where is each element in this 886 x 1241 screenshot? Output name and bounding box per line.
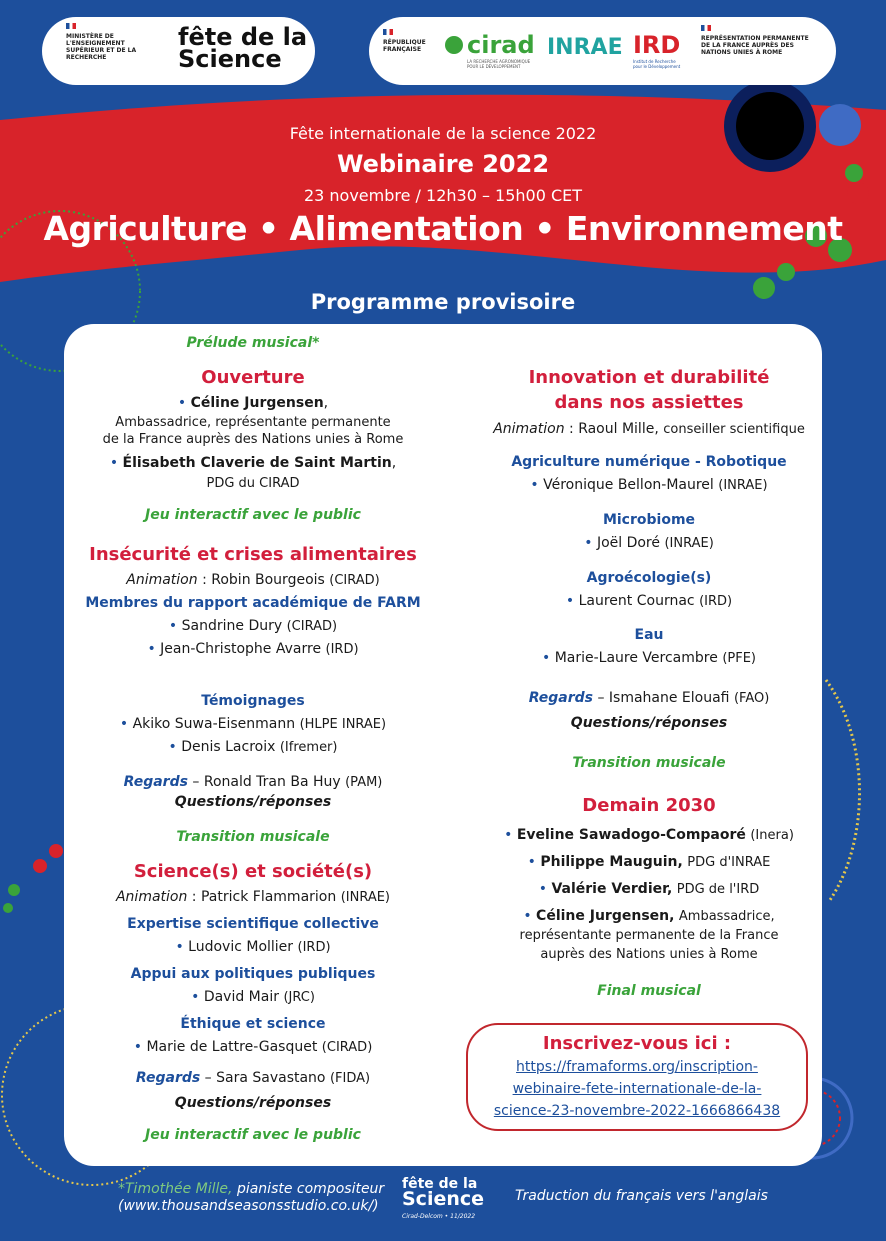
speaker-line: • Valérie Verdier, PDG de l'IRD <box>538 881 760 897</box>
speaker-role: de la France auprès des Nations unies à Rome <box>102 432 404 447</box>
animation-line: Animation : Robin Bourgeois (CIRAD) <box>126 572 380 588</box>
flag-icon <box>66 23 76 29</box>
animation-line: Animation : Patrick Flammarion (INRAE) <box>115 889 391 905</box>
prelude-label: Prélude musical* <box>186 335 320 351</box>
subsection-title: Témoignages <box>201 693 305 709</box>
interactive-game-label: Jeu interactif avec le public <box>145 507 361 523</box>
speaker-line: • Élisabeth Claverie de Saint Martin, <box>109 455 397 471</box>
speaker-line: • Joël Doré (INRAE) <box>584 535 714 551</box>
ird-logo: IRD Institut de Recherche pour le Développement <box>633 31 681 69</box>
registration-link[interactable]: https://framaforms.org/inscription- webinaire-fete-internationale-de-la- science-23-novembre-2022-1666866438 <box>493 1059 781 1119</box>
speaker-role: auprès des Nations unies à Rome <box>540 947 758 962</box>
regards-line: Regards – Sara Savastano (FIDA) <box>135 1070 371 1086</box>
speaker-role: Ambassadrice, représentante permanente <box>115 415 391 430</box>
subsection-title: Expertise scientifique collective <box>127 916 379 932</box>
registration-title: Inscrivez-vous ici : <box>542 1033 732 1054</box>
final-music-label: Final musical <box>597 983 701 999</box>
theme-title: Agriculture • Alimentation • Environnement <box>43 209 843 248</box>
flag-icon <box>383 29 393 35</box>
subsection-title: Agriculture numérique - Robotique <box>511 454 787 470</box>
event-name: Fête internationale de la science 2022 <box>289 124 597 143</box>
section-innovation-title-2: dans nos assiettes <box>554 392 744 413</box>
speaker-line: • Laurent Cournac (IRD) <box>565 593 733 609</box>
regards-line: Regards – Ronald Tran Ba Huy (PAM) <box>123 774 383 790</box>
fete-science-logo: fête de la Science <box>178 23 308 73</box>
inrae-logo: INRAE <box>547 35 623 60</box>
speaker-line: • Céline Jurgensen, <box>177 395 329 411</box>
section-demain-2030-title: Demain 2030 <box>582 795 716 816</box>
speaker-line: • Céline Jurgensen, Ambassadrice, <box>523 908 775 924</box>
footer-credit: Cirad-Delcom • 11/2022 <box>402 1213 476 1220</box>
music-transition-label: Transition musicale <box>176 829 330 845</box>
section-science-societe-title: Science(s) et société(s) <box>133 861 373 882</box>
registration-box <box>466 1023 808 1131</box>
section-insecurite-title: Insécurité et crises alimentaires <box>89 544 417 565</box>
speaker-role: représentante permanente de la France <box>519 928 779 943</box>
speaker-line: • Véronique Bellon-Maurel (INRAE) <box>530 477 768 493</box>
flag-icon <box>701 25 711 31</box>
music-transition-label: Transition musicale <box>572 755 726 771</box>
footer-fete-science-logo: fête de la Science <box>402 1176 485 1210</box>
programme-title: Programme provisoire <box>310 290 576 314</box>
footer-note: *Timothée Mille, pianiste compositeur (www.thousandseasonsstudio.co.uk/) <box>118 1181 385 1214</box>
subsection-title: Membres du rapport académique de FARM <box>85 595 421 611</box>
subsection-title: Appui aux politiques publiques <box>130 966 376 982</box>
speaker-line: • Philippe Mauguin, PDG d'INRAE <box>527 854 771 870</box>
subsection-title: Eau <box>634 627 664 643</box>
subsection-title: Éthique et science <box>180 1016 326 1032</box>
speaker-line: • Sandrine Dury (CIRAD) <box>168 618 338 634</box>
webinar-date: 23 novembre / 12h30 – 15h00 CET <box>303 186 583 205</box>
speaker-line: • Denis Lacroix (Ifremer) <box>168 739 338 755</box>
left-column <box>70 334 436 1154</box>
speaker-line: • Marie-Laure Vercambre (PFE) <box>541 650 756 666</box>
left-logo-box <box>42 17 315 85</box>
speaker-line: • David Mair (JRC) <box>191 989 315 1005</box>
speaker-line: • Akiko Suwa-Eisenmann (HLPE INRAE) <box>119 716 387 732</box>
representation-logo-text: REPRÉSENTATION PERMANENTE DE LA FRANCE AUPRÈS DES NATIONS UNIES À ROME <box>701 35 809 56</box>
speaker-line: • Eveline Sawadogo-Compaoré (Inera) <box>504 827 794 843</box>
section-ouverture-title: Ouverture <box>201 367 305 388</box>
translation-note: Traduction du français vers l'anglais <box>515 1188 768 1204</box>
right-column <box>466 366 832 1006</box>
speaker-line: • Marie de Lattre-Gasquet (CIRAD) <box>133 1039 373 1055</box>
qa-label: Questions/réponses <box>570 715 728 731</box>
ministry-logo-text: MINISTÈRE DE L'ENSEIGNEMENT SUPÉRIEUR ET DE LA RECHERCHE <box>66 33 137 61</box>
qa-label: Questions/réponses <box>174 794 332 810</box>
qa-label: Questions/réponses <box>174 1095 332 1111</box>
republique-logo-text: RÉPUBLIQUE FRANÇAISE <box>383 39 426 53</box>
webinar-title: Webinaire 2022 <box>336 150 550 178</box>
section-innovation-title: Innovation et durabilité <box>528 367 770 388</box>
regards-line: Regards – Ismahane Elouafi (FAO) <box>528 690 770 706</box>
animation-line: Animation : Raoul Mille, conseiller scientifique <box>493 421 805 437</box>
speaker-role: PDG du CIRAD <box>206 476 300 491</box>
cirad-leaf-icon <box>445 36 463 54</box>
interactive-game-label: Jeu interactif avec le public <box>145 1127 361 1143</box>
speaker-line: • Jean-Christophe Avarre (IRD) <box>147 641 359 657</box>
right-logo-box: RÉPUBLIQUE FRANÇAISE cirad LA RECHERCHE AGRONOMIQUE POUR LE DÉVELOPPEMENT INRAE IRD Institut de Recherche pour le Développement REPRÉSENTATION PERMANENTE DE LA FRANCE AUPRÈS DES NATIONS UNIES À ROME <box>369 17 836 85</box>
speaker-line: • Ludovic Mollier (IRD) <box>175 939 331 955</box>
subsection-title: Microbiome <box>602 512 696 528</box>
subsection-title: Agroécologie(s) <box>586 570 712 586</box>
